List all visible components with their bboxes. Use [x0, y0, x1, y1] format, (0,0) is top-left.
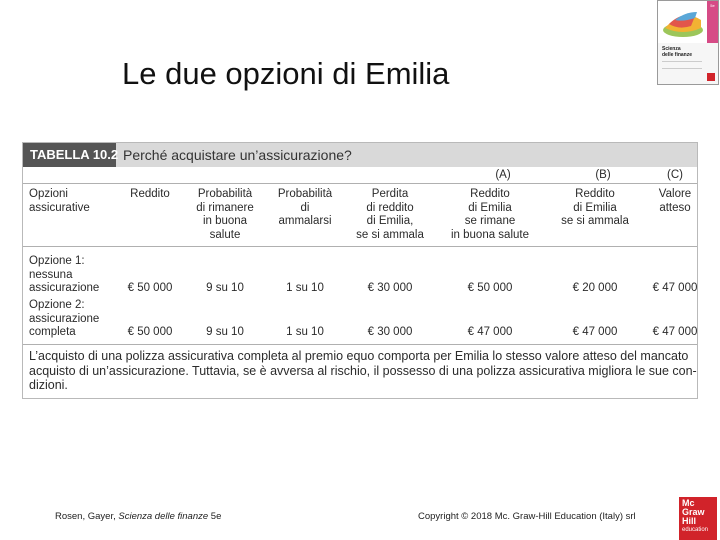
- table-cell: 9 su 10: [206, 282, 244, 294]
- header-prob-healthy: [185, 188, 265, 242]
- header-line: se rimane: [464, 215, 516, 227]
- mcgraw-hill-logo: [679, 497, 717, 540]
- header-line: in buona: [202, 215, 248, 227]
- note-line: dizioni.: [29, 378, 68, 392]
- header-line: in buona salute: [450, 228, 529, 241]
- cover-edition: 5e: [710, 3, 715, 8]
- header-line: Probabilità: [197, 188, 253, 200]
- column-letter-c: (C): [667, 169, 683, 181]
- header-line: di Emilia: [468, 201, 512, 214]
- logo-line: Graw: [682, 507, 705, 517]
- header-line: Valore: [658, 188, 692, 200]
- table-image: [22, 142, 698, 399]
- table-note: [29, 349, 697, 393]
- header-income-healthy: [435, 188, 545, 242]
- cover-chart-graphic: [661, 6, 705, 40]
- table-cell: € 30 000: [367, 282, 413, 294]
- citation-prefix: Rosen, Gayer,: [55, 511, 119, 522]
- cover-title-line2: delle finanze: [662, 52, 693, 58]
- header-line: di rimanere: [196, 201, 254, 214]
- option-line: nessuna: [29, 268, 73, 281]
- note-line: L’acquisto di una polizza assicurativa completa al premio equo comporta per Emilia lo stesso valore atteso del mancato: [29, 349, 689, 363]
- header-line: se si ammala: [356, 228, 424, 241]
- header-line: salute: [209, 228, 241, 241]
- header-income-loss: [345, 188, 435, 242]
- table-cell: € 47 000: [467, 326, 513, 338]
- table-cell: 1 su 10: [286, 326, 324, 338]
- logo-line: Hill: [682, 516, 697, 526]
- header-line: Opzioni: [29, 188, 68, 200]
- table-rule: [23, 183, 697, 184]
- table-cell: € 50 000: [467, 282, 513, 294]
- header-options: [29, 188, 90, 215]
- header-prob-sick: [265, 188, 345, 229]
- cover-pink-bar: [707, 1, 718, 43]
- option-line: assicurazione: [29, 312, 100, 325]
- slide-title: Le due opzioni di Emilia: [122, 56, 450, 91]
- header-line: di: [300, 201, 310, 214]
- table-rule: [23, 344, 697, 345]
- table-cell: € 50 000: [127, 326, 173, 338]
- row-option-1: [29, 255, 99, 296]
- option-line: Opzione 1:: [29, 255, 85, 267]
- header-line: Perdita: [371, 188, 409, 200]
- header-line: atteso: [659, 201, 691, 214]
- header-line: di Emilia,: [366, 215, 414, 227]
- header-line: Reddito: [575, 188, 615, 200]
- header-income: [115, 188, 185, 202]
- table-label: TABELLA 10.2: [23, 143, 116, 167]
- note-line: acquisto di un’assicurazione. Tuttavia, se è avversa al rischio, il possesso di una polizza assicurativa migliora le sue con-: [29, 363, 697, 378]
- option-line: Opzione 2:: [29, 299, 85, 311]
- table-cell: € 47 000: [652, 282, 698, 294]
- table-cell: € 50 000: [127, 282, 173, 294]
- header-line: Reddito: [130, 188, 170, 200]
- table-caption: Perché acquistare un’assicurazione?: [123, 147, 352, 163]
- cover-text-lines: [662, 61, 702, 69]
- table-rule: [23, 246, 697, 247]
- table-cell: 9 su 10: [206, 326, 244, 338]
- citation-title: Scienza delle finanze: [118, 511, 209, 522]
- cover-title: [662, 46, 716, 58]
- header-line: di Emilia: [573, 201, 617, 214]
- row-option-2: [29, 299, 99, 340]
- citation-suffix: 5e: [208, 511, 222, 522]
- header-line: se si ammala: [561, 215, 629, 227]
- footer-citation: [55, 511, 221, 522]
- table-cell: € 20 000: [572, 282, 618, 294]
- table-cell: € 47 000: [572, 326, 618, 338]
- option-line: completa: [29, 326, 76, 338]
- cover-publisher-logo: [707, 73, 715, 81]
- cover-title-line1: Scienza: [662, 46, 681, 52]
- header-line: assicurative: [29, 201, 90, 214]
- column-letter-a: (A): [495, 169, 511, 181]
- header-line: Reddito: [470, 188, 510, 200]
- table-cell: € 30 000: [367, 326, 413, 338]
- option-line: assicurazione: [29, 282, 100, 294]
- logo-line: Mc: [682, 498, 695, 508]
- header-expected-value: [645, 188, 705, 215]
- footer-copyright: Copyright © 2018 Mc. Graw-Hill Education (Italy) srl: [418, 511, 636, 522]
- table-cell: 1 su 10: [286, 282, 324, 294]
- header-income-sick: [545, 188, 645, 229]
- book-cover-image: [657, 0, 719, 85]
- header-line: Probabilità: [277, 188, 333, 200]
- table-cell: € 47 000: [652, 326, 698, 338]
- header-line: ammalarsi: [278, 215, 332, 227]
- logo-sub: education: [682, 527, 709, 533]
- column-letter-b: (B): [595, 169, 611, 181]
- header-line: di reddito: [366, 201, 414, 214]
